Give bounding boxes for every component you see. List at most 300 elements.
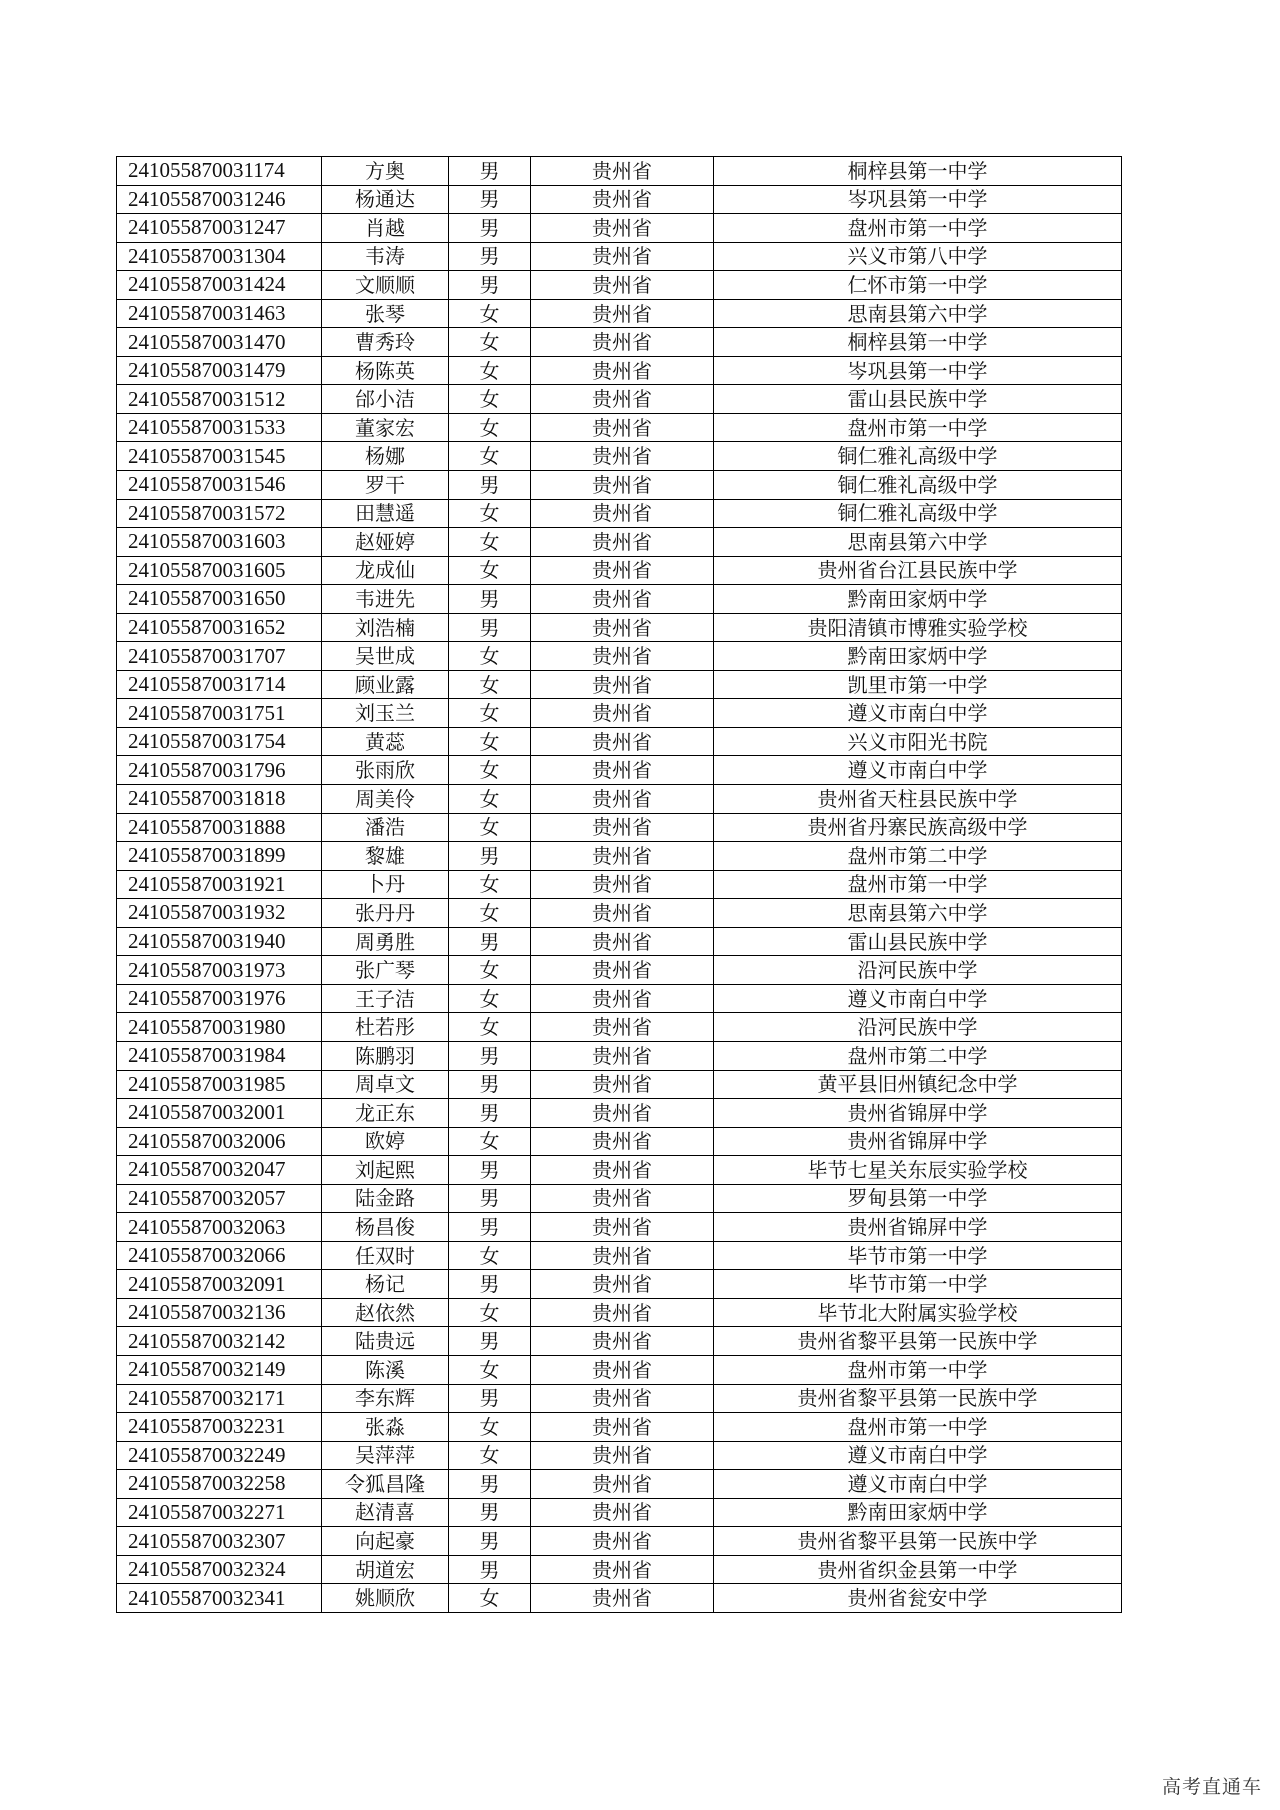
table-row <box>117 1099 1122 1128</box>
table-row <box>117 613 1122 642</box>
province-cell: 贵州省 <box>531 528 714 557</box>
gender-cell: 女 <box>449 556 531 585</box>
province-cell: 贵州省 <box>531 1470 714 1499</box>
roster-table-body <box>117 157 1122 1613</box>
province-cell: 贵州省 <box>531 1327 714 1356</box>
candidate-id-cell: 241055870031985 <box>117 1070 322 1099</box>
gender-cell: 男 <box>449 471 531 500</box>
candidate-id-cell: 241055870031546 <box>117 471 322 500</box>
gender-cell: 女 <box>449 1355 531 1384</box>
student-name-cell: 胡道宏 <box>322 1555 449 1584</box>
school-cell: 兴义市第八中学 <box>714 242 1122 271</box>
candidate-id-cell: 241055870032136 <box>117 1298 322 1327</box>
school-cell: 贵州省瓮安中学 <box>714 1584 1122 1613</box>
school-cell: 贵州省黎平县第一民族中学 <box>714 1527 1122 1556</box>
student-name-cell: 文顺顺 <box>322 271 449 300</box>
table-row <box>117 1355 1122 1384</box>
gender-cell: 男 <box>449 1384 531 1413</box>
candidate-id-cell: 241055870031751 <box>117 699 322 728</box>
candidate-id-cell: 241055870032249 <box>117 1441 322 1470</box>
candidate-id-cell: 241055870031603 <box>117 528 322 557</box>
gender-cell: 女 <box>449 528 531 557</box>
student-name-cell: 顾业露 <box>322 670 449 699</box>
candidate-id-cell: 241055870031512 <box>117 385 322 414</box>
province-cell: 贵州省 <box>531 842 714 871</box>
table-row <box>117 1527 1122 1556</box>
table-row <box>117 1584 1122 1613</box>
student-name-cell: 王子洁 <box>322 984 449 1013</box>
province-cell: 贵州省 <box>531 1099 714 1128</box>
table-row <box>117 585 1122 614</box>
student-name-cell: 韦进先 <box>322 585 449 614</box>
student-name-cell: 刘浩楠 <box>322 613 449 642</box>
candidate-id-cell: 241055870031980 <box>117 1013 322 1042</box>
candidate-id-cell: 241055870031707 <box>117 642 322 671</box>
table-row <box>117 1441 1122 1470</box>
gender-cell: 女 <box>449 442 531 471</box>
school-cell: 岑巩县第一中学 <box>714 356 1122 385</box>
candidate-id-cell: 241055870031479 <box>117 356 322 385</box>
school-cell: 雷山县民族中学 <box>714 927 1122 956</box>
table-row <box>117 842 1122 871</box>
table-row <box>117 385 1122 414</box>
school-cell: 遵义市南白中学 <box>714 984 1122 1013</box>
gender-cell: 女 <box>449 356 531 385</box>
province-cell: 贵州省 <box>531 1498 714 1527</box>
student-name-cell: 周勇胜 <box>322 927 449 956</box>
gender-cell: 女 <box>449 956 531 985</box>
student-name-cell: 龙正东 <box>322 1099 449 1128</box>
province-cell: 贵州省 <box>531 1013 714 1042</box>
candidate-id-cell: 241055870032271 <box>117 1498 322 1527</box>
school-cell: 桐梓县第一中学 <box>714 157 1122 186</box>
student-name-cell: 龙成仙 <box>322 556 449 585</box>
province-cell: 贵州省 <box>531 1156 714 1185</box>
student-name-cell: 田慧遥 <box>322 499 449 528</box>
table-row <box>117 984 1122 1013</box>
school-cell: 思南县第六中学 <box>714 899 1122 928</box>
student-name-cell: 方奥 <box>322 157 449 186</box>
province-cell: 贵州省 <box>531 813 714 842</box>
school-cell: 毕节市第一中学 <box>714 1270 1122 1299</box>
table-row <box>117 1127 1122 1156</box>
student-name-cell: 周美伶 <box>322 785 449 814</box>
gender-cell: 男 <box>449 1156 531 1185</box>
candidate-id-cell: 241055870031572 <box>117 499 322 528</box>
student-name-cell: 赵清喜 <box>322 1498 449 1527</box>
gender-cell: 男 <box>449 157 531 186</box>
candidate-id-cell: 241055870032001 <box>117 1099 322 1128</box>
gender-cell: 女 <box>449 1441 531 1470</box>
table-row <box>117 499 1122 528</box>
student-name-cell: 杨昌俊 <box>322 1213 449 1242</box>
student-name-cell: 黎雄 <box>322 842 449 871</box>
gender-cell: 男 <box>449 1041 531 1070</box>
province-cell: 贵州省 <box>531 670 714 699</box>
candidate-id-cell: 241055870031463 <box>117 299 322 328</box>
student-name-cell: 赵依然 <box>322 1298 449 1327</box>
province-cell: 贵州省 <box>531 499 714 528</box>
school-cell: 罗甸县第一中学 <box>714 1184 1122 1213</box>
table-row <box>117 1270 1122 1299</box>
table-row <box>117 556 1122 585</box>
candidate-id-cell: 241055870032149 <box>117 1355 322 1384</box>
school-cell: 铜仁雅礼高级中学 <box>714 499 1122 528</box>
candidate-id-cell: 241055870032171 <box>117 1384 322 1413</box>
table-row <box>117 1327 1122 1356</box>
table-row <box>117 1555 1122 1584</box>
school-cell: 贵州省丹寨民族高级中学 <box>714 813 1122 842</box>
province-cell: 贵州省 <box>531 413 714 442</box>
table-row <box>117 956 1122 985</box>
school-cell: 沿河民族中学 <box>714 1013 1122 1042</box>
school-cell: 铜仁雅礼高级中学 <box>714 471 1122 500</box>
student-name-cell: 吴萍萍 <box>322 1441 449 1470</box>
candidate-id-cell: 241055870031714 <box>117 670 322 699</box>
student-name-cell: 潘浩 <box>322 813 449 842</box>
gender-cell: 女 <box>449 1013 531 1042</box>
province-cell: 贵州省 <box>531 1298 714 1327</box>
candidate-id-cell: 241055870031940 <box>117 927 322 956</box>
candidate-id-cell: 241055870031174 <box>117 157 322 186</box>
table-row <box>117 1298 1122 1327</box>
school-cell: 贵阳清镇市博雅实验学校 <box>714 613 1122 642</box>
gender-cell: 女 <box>449 385 531 414</box>
school-cell: 毕节七星关东辰实验学校 <box>714 1156 1122 1185</box>
province-cell: 贵州省 <box>531 585 714 614</box>
province-cell: 贵州省 <box>531 613 714 642</box>
gender-cell: 女 <box>449 699 531 728</box>
province-cell: 贵州省 <box>531 242 714 271</box>
table-row <box>117 1070 1122 1099</box>
province-cell: 贵州省 <box>531 927 714 956</box>
gender-cell: 女 <box>449 785 531 814</box>
student-name-cell: 张雨欣 <box>322 756 449 785</box>
table-row <box>117 528 1122 557</box>
school-cell: 沿河民族中学 <box>714 956 1122 985</box>
province-cell: 贵州省 <box>531 727 714 756</box>
table-row <box>117 1156 1122 1185</box>
candidate-id-cell: 241055870032047 <box>117 1156 322 1185</box>
table-row <box>117 328 1122 357</box>
school-cell: 盘州市第一中学 <box>714 1413 1122 1442</box>
gender-cell: 男 <box>449 1527 531 1556</box>
gender-cell: 男 <box>449 842 531 871</box>
candidate-id-cell: 241055870031304 <box>117 242 322 271</box>
gender-cell: 女 <box>449 1584 531 1613</box>
gender-cell: 男 <box>449 1498 531 1527</box>
province-cell: 贵州省 <box>531 1527 714 1556</box>
gender-cell: 女 <box>449 670 531 699</box>
province-cell: 贵州省 <box>531 1184 714 1213</box>
student-name-cell: 张淼 <box>322 1413 449 1442</box>
gender-cell: 男 <box>449 927 531 956</box>
gender-cell: 男 <box>449 242 531 271</box>
province-cell: 贵州省 <box>531 556 714 585</box>
candidate-id-cell: 241055870031888 <box>117 813 322 842</box>
province-cell: 贵州省 <box>531 442 714 471</box>
gender-cell: 女 <box>449 642 531 671</box>
province-cell: 贵州省 <box>531 1384 714 1413</box>
student-name-cell: 任双时 <box>322 1241 449 1270</box>
candidate-id-cell: 241055870031545 <box>117 442 322 471</box>
candidate-id-cell: 241055870031796 <box>117 756 322 785</box>
school-cell: 盘州市第一中学 <box>714 214 1122 243</box>
student-name-cell: 韦涛 <box>322 242 449 271</box>
gender-cell: 女 <box>449 870 531 899</box>
province-cell: 贵州省 <box>531 271 714 300</box>
province-cell: 贵州省 <box>531 157 714 186</box>
table-row <box>117 1184 1122 1213</box>
province-cell: 贵州省 <box>531 1041 714 1070</box>
gender-cell: 男 <box>449 1213 531 1242</box>
student-name-cell: 欧婷 <box>322 1127 449 1156</box>
gender-cell: 女 <box>449 899 531 928</box>
student-name-cell: 杨记 <box>322 1270 449 1299</box>
table-row <box>117 1013 1122 1042</box>
province-cell: 贵州省 <box>531 356 714 385</box>
student-name-cell: 罗干 <box>322 471 449 500</box>
student-name-cell: 刘起熙 <box>322 1156 449 1185</box>
gender-cell: 女 <box>449 756 531 785</box>
school-cell: 贵州省锦屏中学 <box>714 1099 1122 1128</box>
candidate-id-cell: 241055870032066 <box>117 1241 322 1270</box>
province-cell: 贵州省 <box>531 785 714 814</box>
school-cell: 铜仁雅礼高级中学 <box>714 442 1122 471</box>
gender-cell: 女 <box>449 1298 531 1327</box>
table-row <box>117 1413 1122 1442</box>
candidate-id-cell: 241055870032091 <box>117 1270 322 1299</box>
candidate-id-cell: 241055870031247 <box>117 214 322 243</box>
candidate-id-cell: 241055870032057 <box>117 1184 322 1213</box>
school-cell: 贵州省锦屏中学 <box>714 1127 1122 1156</box>
table-row <box>117 214 1122 243</box>
school-cell: 遵义市南白中学 <box>714 756 1122 785</box>
student-name-cell: 刘玉兰 <box>322 699 449 728</box>
table-row <box>117 756 1122 785</box>
school-cell: 岑巩县第一中学 <box>714 185 1122 214</box>
province-cell: 贵州省 <box>531 328 714 357</box>
candidate-id-cell: 241055870031973 <box>117 956 322 985</box>
province-cell: 贵州省 <box>531 1070 714 1099</box>
province-cell: 贵州省 <box>531 699 714 728</box>
candidate-id-cell: 241055870031818 <box>117 785 322 814</box>
student-name-cell: 李东辉 <box>322 1384 449 1413</box>
gender-cell: 男 <box>449 1555 531 1584</box>
table-row <box>117 157 1122 186</box>
gender-cell: 男 <box>449 1327 531 1356</box>
province-cell: 贵州省 <box>531 899 714 928</box>
province-cell: 贵州省 <box>531 385 714 414</box>
student-name-cell: 黄蕊 <box>322 727 449 756</box>
province-cell: 贵州省 <box>531 984 714 1013</box>
table-row <box>117 785 1122 814</box>
gender-cell: 女 <box>449 1127 531 1156</box>
candidate-id-cell: 241055870031921 <box>117 870 322 899</box>
candidate-id-cell: 241055870031605 <box>117 556 322 585</box>
student-name-cell: 邰小洁 <box>322 385 449 414</box>
table-row <box>117 813 1122 842</box>
candidate-id-cell: 241055870031470 <box>117 328 322 357</box>
school-cell: 仁怀市第一中学 <box>714 271 1122 300</box>
school-cell: 贵州省织金县第一中学 <box>714 1555 1122 1584</box>
student-name-cell: 张广琴 <box>322 956 449 985</box>
school-cell: 雷山县民族中学 <box>714 385 1122 414</box>
student-name-cell: 陆金路 <box>322 1184 449 1213</box>
table-row <box>117 642 1122 671</box>
student-name-cell: 姚顺欣 <box>322 1584 449 1613</box>
province-cell: 贵州省 <box>531 1127 714 1156</box>
gender-cell: 女 <box>449 813 531 842</box>
student-name-cell: 吴世成 <box>322 642 449 671</box>
school-cell: 兴义市阳光书院 <box>714 727 1122 756</box>
student-name-cell: 张琴 <box>322 299 449 328</box>
school-cell: 盘州市第一中学 <box>714 1355 1122 1384</box>
school-cell: 遵义市南白中学 <box>714 1441 1122 1470</box>
table-row <box>117 471 1122 500</box>
gender-cell: 男 <box>449 214 531 243</box>
school-cell: 贵州省黎平县第一民族中学 <box>714 1327 1122 1356</box>
table-row <box>117 1241 1122 1270</box>
province-cell: 贵州省 <box>531 1584 714 1613</box>
school-cell: 思南县第六中学 <box>714 528 1122 557</box>
student-name-cell: 陈鹏羽 <box>322 1041 449 1070</box>
province-cell: 贵州省 <box>531 1241 714 1270</box>
school-cell: 黔南田家炳中学 <box>714 585 1122 614</box>
school-cell: 贵州省黎平县第一民族中学 <box>714 1384 1122 1413</box>
school-cell: 贵州省天柱县民族中学 <box>714 785 1122 814</box>
candidate-id-cell: 241055870031650 <box>117 585 322 614</box>
school-cell: 凯里市第一中学 <box>714 670 1122 699</box>
table-row <box>117 727 1122 756</box>
candidate-id-cell: 241055870031533 <box>117 413 322 442</box>
table-row <box>117 899 1122 928</box>
gender-cell: 女 <box>449 299 531 328</box>
student-name-cell: 杨娜 <box>322 442 449 471</box>
student-name-cell: 向起豪 <box>322 1527 449 1556</box>
candidate-id-cell: 241055870031424 <box>117 271 322 300</box>
school-cell: 桐梓县第一中学 <box>714 328 1122 357</box>
student-name-cell: 陈溪 <box>322 1355 449 1384</box>
student-roster-table <box>116 156 1122 1613</box>
school-cell: 黔南田家炳中学 <box>714 1498 1122 1527</box>
province-cell: 贵州省 <box>531 1355 714 1384</box>
student-name-cell: 陆贵远 <box>322 1327 449 1356</box>
school-cell: 毕节市第一中学 <box>714 1241 1122 1270</box>
gender-cell: 男 <box>449 1184 531 1213</box>
student-name-cell: 卜丹 <box>322 870 449 899</box>
province-cell: 贵州省 <box>531 1413 714 1442</box>
table-row <box>117 442 1122 471</box>
table-row <box>117 670 1122 699</box>
candidate-id-cell: 241055870032231 <box>117 1413 322 1442</box>
province-cell: 贵州省 <box>531 756 714 785</box>
gender-cell: 男 <box>449 271 531 300</box>
province-cell: 贵州省 <box>531 870 714 899</box>
school-cell: 黄平县旧州镇纪念中学 <box>714 1070 1122 1099</box>
student-name-cell: 杜若彤 <box>322 1013 449 1042</box>
candidate-id-cell: 241055870031652 <box>117 613 322 642</box>
watermark-text: 高考直通车 <box>1161 1776 1262 1798</box>
gender-cell: 男 <box>449 1470 531 1499</box>
province-cell: 贵州省 <box>531 1555 714 1584</box>
gender-cell: 男 <box>449 613 531 642</box>
gender-cell: 男 <box>449 585 531 614</box>
school-cell: 贵州省锦屏中学 <box>714 1213 1122 1242</box>
province-cell: 贵州省 <box>531 299 714 328</box>
candidate-id-cell: 241055870031246 <box>117 185 322 214</box>
gender-cell: 女 <box>449 328 531 357</box>
table-row <box>117 185 1122 214</box>
candidate-id-cell: 241055870031976 <box>117 984 322 1013</box>
gender-cell: 男 <box>449 1070 531 1099</box>
candidate-id-cell: 241055870031984 <box>117 1041 322 1070</box>
province-cell: 贵州省 <box>531 642 714 671</box>
table-row <box>117 1470 1122 1499</box>
gender-cell: 男 <box>449 1270 531 1299</box>
table-row <box>117 1498 1122 1527</box>
candidate-id-cell: 241055870032063 <box>117 1213 322 1242</box>
gender-cell: 女 <box>449 984 531 1013</box>
candidate-id-cell: 241055870032006 <box>117 1127 322 1156</box>
table-row <box>117 356 1122 385</box>
table-row <box>117 271 1122 300</box>
gender-cell: 女 <box>449 727 531 756</box>
province-cell: 贵州省 <box>531 214 714 243</box>
table-row <box>117 242 1122 271</box>
school-cell: 毕节北大附属实验学校 <box>714 1298 1122 1327</box>
table-row <box>117 413 1122 442</box>
school-cell: 贵州省台江县民族中学 <box>714 556 1122 585</box>
candidate-id-cell: 241055870032324 <box>117 1555 322 1584</box>
student-name-cell: 曹秀玲 <box>322 328 449 357</box>
school-cell: 黔南田家炳中学 <box>714 642 1122 671</box>
province-cell: 贵州省 <box>531 1270 714 1299</box>
school-cell: 思南县第六中学 <box>714 299 1122 328</box>
table-row <box>117 299 1122 328</box>
table-row <box>117 1213 1122 1242</box>
table-row <box>117 927 1122 956</box>
candidate-id-cell: 241055870032258 <box>117 1470 322 1499</box>
candidate-id-cell: 241055870031899 <box>117 842 322 871</box>
candidate-id-cell: 241055870032307 <box>117 1527 322 1556</box>
school-cell: 盘州市第一中学 <box>714 870 1122 899</box>
school-cell: 遵义市南白中学 <box>714 699 1122 728</box>
candidate-id-cell: 241055870032142 <box>117 1327 322 1356</box>
province-cell: 贵州省 <box>531 185 714 214</box>
student-name-cell: 令狐昌隆 <box>322 1470 449 1499</box>
province-cell: 贵州省 <box>531 1441 714 1470</box>
student-name-cell: 周卓文 <box>322 1070 449 1099</box>
gender-cell: 男 <box>449 1099 531 1128</box>
table-row <box>117 1384 1122 1413</box>
school-cell: 盘州市第二中学 <box>714 1041 1122 1070</box>
candidate-id-cell: 241055870032341 <box>117 1584 322 1613</box>
table-row <box>117 1041 1122 1070</box>
gender-cell: 女 <box>449 1241 531 1270</box>
gender-cell: 女 <box>449 1413 531 1442</box>
province-cell: 贵州省 <box>531 1213 714 1242</box>
gender-cell: 男 <box>449 185 531 214</box>
candidate-id-cell: 241055870031932 <box>117 899 322 928</box>
candidate-id-cell: 241055870031754 <box>117 727 322 756</box>
student-name-cell: 赵娅婷 <box>322 528 449 557</box>
student-name-cell: 肖越 <box>322 214 449 243</box>
province-cell: 贵州省 <box>531 956 714 985</box>
school-cell: 盘州市第二中学 <box>714 842 1122 871</box>
student-name-cell: 杨通达 <box>322 185 449 214</box>
student-name-cell: 董家宏 <box>322 413 449 442</box>
